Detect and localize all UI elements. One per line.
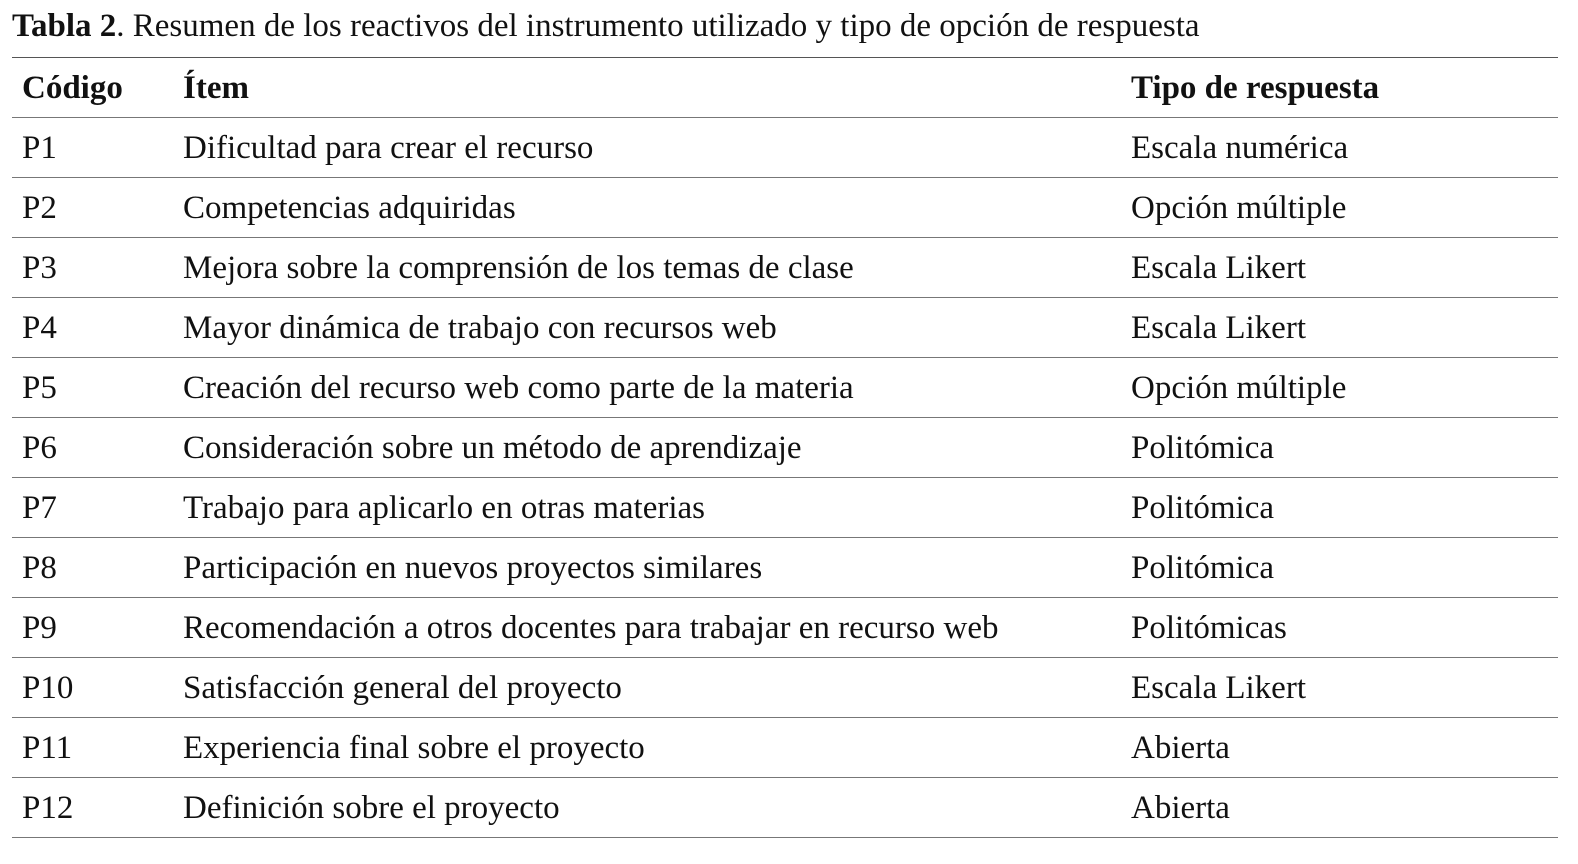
cell-item: Competencias adquiridas [183,189,516,226]
table-caption [12,6,1200,46]
cell-item: Recomendación a otros docentes para trabajar en recurso web [183,609,999,646]
cell-codigo: P7 [22,489,57,526]
cell-tipo-respuesta: Escala Likert [1131,309,1306,346]
table-body [12,118,1558,838]
items-table [12,57,1558,838]
cell-tipo-respuesta: Opción múltiple [1131,189,1347,226]
table-row [12,658,1558,718]
cell-codigo: P5 [22,369,57,406]
cell-tipo-respuesta: Politómica [1131,549,1274,586]
cell-tipo-respuesta: Abierta [1131,789,1230,826]
cell-codigo: P8 [22,549,57,586]
table-row [12,178,1558,238]
table-row [12,358,1558,418]
header-codigo: Código [22,69,123,106]
table-row [12,238,1558,298]
cell-codigo: P2 [22,189,57,226]
cell-tipo-respuesta: Politómica [1131,429,1274,466]
table-row [12,778,1558,838]
cell-tipo-respuesta: Escala Likert [1131,249,1306,286]
table-row [12,538,1558,598]
cell-tipo-respuesta: Politómica [1131,489,1274,526]
cell-codigo: P12 [22,789,74,826]
table-caption-text: . Resumen de los reactivos del instrumento utilizado y tipo de opción de respuesta [116,8,1200,44]
cell-item: Creación del recurso web como parte de la materia [183,369,854,406]
cell-item: Mejora sobre la comprensión de los temas de clase [183,249,854,286]
table-row [12,718,1558,778]
header-tipo-respuesta: Tipo de respuesta [1131,69,1380,106]
table-row [12,598,1558,658]
cell-tipo-respuesta: Politómicas [1131,609,1287,646]
cell-codigo: P10 [22,669,74,706]
cell-codigo: P4 [22,309,57,346]
table-caption-label: Tabla 2 [12,8,117,44]
cell-codigo: P3 [22,249,57,286]
cell-item: Experiencia final sobre el proyecto [183,729,645,766]
cell-tipo-respuesta: Escala numérica [1131,129,1349,166]
cell-tipo-respuesta: Escala Likert [1131,669,1306,706]
cell-item: Participación en nuevos proyectos similares [183,549,763,586]
cell-codigo: P11 [22,729,73,766]
table-row [12,298,1558,358]
cell-codigo: P6 [22,429,57,466]
cell-item: Definición sobre el proyecto [183,789,560,826]
table-row [12,118,1558,178]
cell-tipo-respuesta: Abierta [1131,729,1230,766]
cell-codigo: P1 [22,129,57,166]
cell-tipo-respuesta: Opción múltiple [1131,369,1347,406]
cell-item: Consideración sobre un método de aprendizaje [183,429,802,466]
table-header-row [12,58,1558,118]
header-item: Ítem [183,69,249,106]
table-row [12,478,1558,538]
cell-item: Trabajo para aplicarlo en otras materias [183,489,705,526]
table-row [12,418,1558,478]
cell-item: Satisfacción general del proyecto [183,669,622,706]
cell-item: Dificultad para crear el recurso [183,129,594,166]
cell-codigo: P9 [22,609,57,646]
cell-item: Mayor dinámica de trabajo con recursos web [183,309,777,346]
